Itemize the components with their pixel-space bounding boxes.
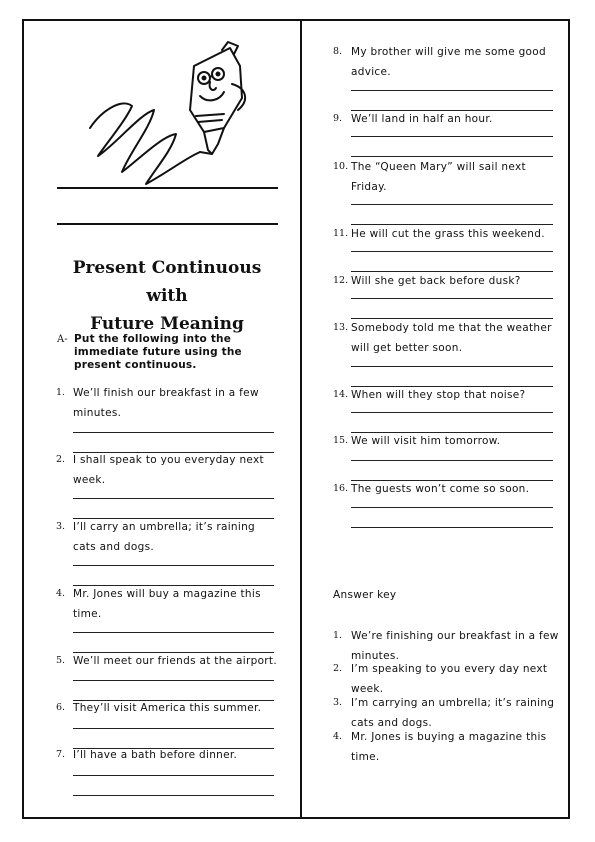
exercise-number: 12. bbox=[333, 275, 349, 286]
instruction-line: immediate future using the bbox=[74, 346, 242, 358]
exercise-number: 15. bbox=[333, 435, 349, 446]
exercise-sentence-continued: cats and dogs. bbox=[73, 541, 154, 553]
exercise-number: 3. bbox=[56, 521, 66, 532]
exercise-number: 6. bbox=[56, 702, 66, 713]
answer-key-number: 3. bbox=[333, 697, 343, 708]
answer-key-sentence: I’m carrying an umbrella; it’s raining bbox=[351, 697, 555, 709]
answer-key-sentence: I’m speaking to you every day next bbox=[351, 663, 548, 675]
answer-line[interactable] bbox=[351, 251, 553, 252]
answer-key-sentence-continued: minutes. bbox=[351, 650, 400, 662]
exercise-sentence: I’ll have a bath before dinner. bbox=[73, 749, 238, 761]
exercise-sentence-continued: Friday. bbox=[351, 181, 387, 193]
exercise-sentence-continued: time. bbox=[73, 608, 102, 620]
exercise-sentence: Mr. Jones will buy a magazine this bbox=[73, 588, 261, 600]
exercise-sentence-continued: will get better soon. bbox=[351, 342, 463, 354]
column-divider bbox=[300, 20, 302, 817]
exercise-sentence: The guests won’t come so soon. bbox=[351, 483, 530, 495]
answer-line[interactable] bbox=[73, 632, 274, 633]
exercise-sentence-continued: minutes. bbox=[73, 407, 122, 419]
answer-line[interactable] bbox=[351, 412, 553, 413]
answer-line[interactable] bbox=[73, 775, 274, 776]
answer-line[interactable] bbox=[351, 460, 553, 461]
exercise-number: 9. bbox=[333, 113, 343, 124]
exercise-sentence: My brother will give me some good bbox=[351, 46, 546, 58]
exercise-number: 7. bbox=[56, 749, 66, 760]
page-title bbox=[50, 254, 284, 338]
exercise-number: 10. bbox=[333, 161, 349, 172]
pen-character-icon bbox=[82, 40, 262, 190]
answer-key-sentence-continued: week. bbox=[351, 683, 384, 695]
exercise-sentence: We will visit him tomorrow. bbox=[351, 435, 501, 447]
answer-key-number: 4. bbox=[333, 731, 343, 742]
instruction-text bbox=[74, 333, 242, 372]
answer-line[interactable] bbox=[351, 204, 553, 205]
answer-line[interactable] bbox=[351, 507, 553, 508]
answer-line[interactable] bbox=[73, 728, 274, 729]
exercise-sentence: Somebody told me that the weather bbox=[351, 322, 552, 334]
exercise-sentence: He will cut the grass this weekend. bbox=[351, 228, 545, 240]
answer-line[interactable] bbox=[73, 498, 274, 499]
exercise-number: 1. bbox=[56, 387, 66, 398]
exercise-number: 2. bbox=[56, 454, 66, 465]
instruction-line: present continuous. bbox=[74, 359, 197, 371]
exercise-number: 14. bbox=[333, 389, 349, 400]
exercise-sentence: The “Queen Mary” will sail next bbox=[351, 161, 526, 173]
exercise-sentence: When will they stop that noise? bbox=[351, 389, 526, 401]
exercise-sentence: I shall speak to you everyday next bbox=[73, 454, 264, 466]
answer-line[interactable] bbox=[351, 366, 553, 367]
answer-line[interactable] bbox=[73, 565, 274, 566]
exercise-sentence-continued: advice. bbox=[351, 66, 391, 78]
exercise-sentence: I’ll carry an umbrella; it’s raining bbox=[73, 521, 256, 533]
answer-key-sentence: Mr. Jones is buying a magazine this bbox=[351, 731, 547, 743]
answer-line[interactable] bbox=[73, 432, 274, 433]
name-line[interactable] bbox=[57, 187, 278, 189]
instruction-line: Put the following into the bbox=[74, 333, 232, 345]
answer-key-sentence: We’re finishing our breakfast in a few bbox=[351, 630, 559, 642]
section-letter: A- bbox=[57, 334, 68, 345]
exercise-sentence: We’ll finish our breakfast in a few bbox=[73, 387, 259, 399]
answer-line[interactable] bbox=[351, 527, 553, 528]
answer-line[interactable] bbox=[73, 795, 274, 796]
answer-key-number: 2. bbox=[333, 663, 343, 674]
exercise-number: 4. bbox=[56, 588, 66, 599]
answer-key-number: 1. bbox=[333, 630, 343, 641]
answer-line[interactable] bbox=[351, 298, 553, 299]
page-title-line: Future Meaning bbox=[90, 314, 244, 334]
exercise-sentence: They’ll visit America this summer. bbox=[73, 702, 262, 714]
exercise-sentence: Will she get back before dusk? bbox=[351, 275, 521, 287]
exercise-number: 16. bbox=[333, 483, 349, 494]
exercise-sentence: We’ll land in half an hour. bbox=[351, 113, 493, 125]
exercise-sentence-continued: week. bbox=[73, 474, 106, 486]
date-line[interactable] bbox=[57, 223, 278, 225]
answer-key-sentence-continued: time. bbox=[351, 751, 380, 763]
page-title-line: Present Continuous with bbox=[72, 258, 262, 306]
answer-line[interactable] bbox=[73, 680, 274, 681]
answer-key-sentence-continued: cats and dogs. bbox=[351, 717, 432, 729]
answer-line[interactable] bbox=[351, 136, 553, 137]
exercise-sentence: We’ll meet our friends at the airport. bbox=[73, 655, 277, 667]
exercise-number: 13. bbox=[333, 322, 349, 333]
answer-key-heading: Answer key bbox=[333, 589, 397, 601]
exercise-number: 11. bbox=[333, 228, 349, 239]
answer-line[interactable] bbox=[351, 90, 553, 91]
exercise-number: 8. bbox=[333, 46, 343, 57]
exercise-number: 5. bbox=[56, 655, 66, 666]
